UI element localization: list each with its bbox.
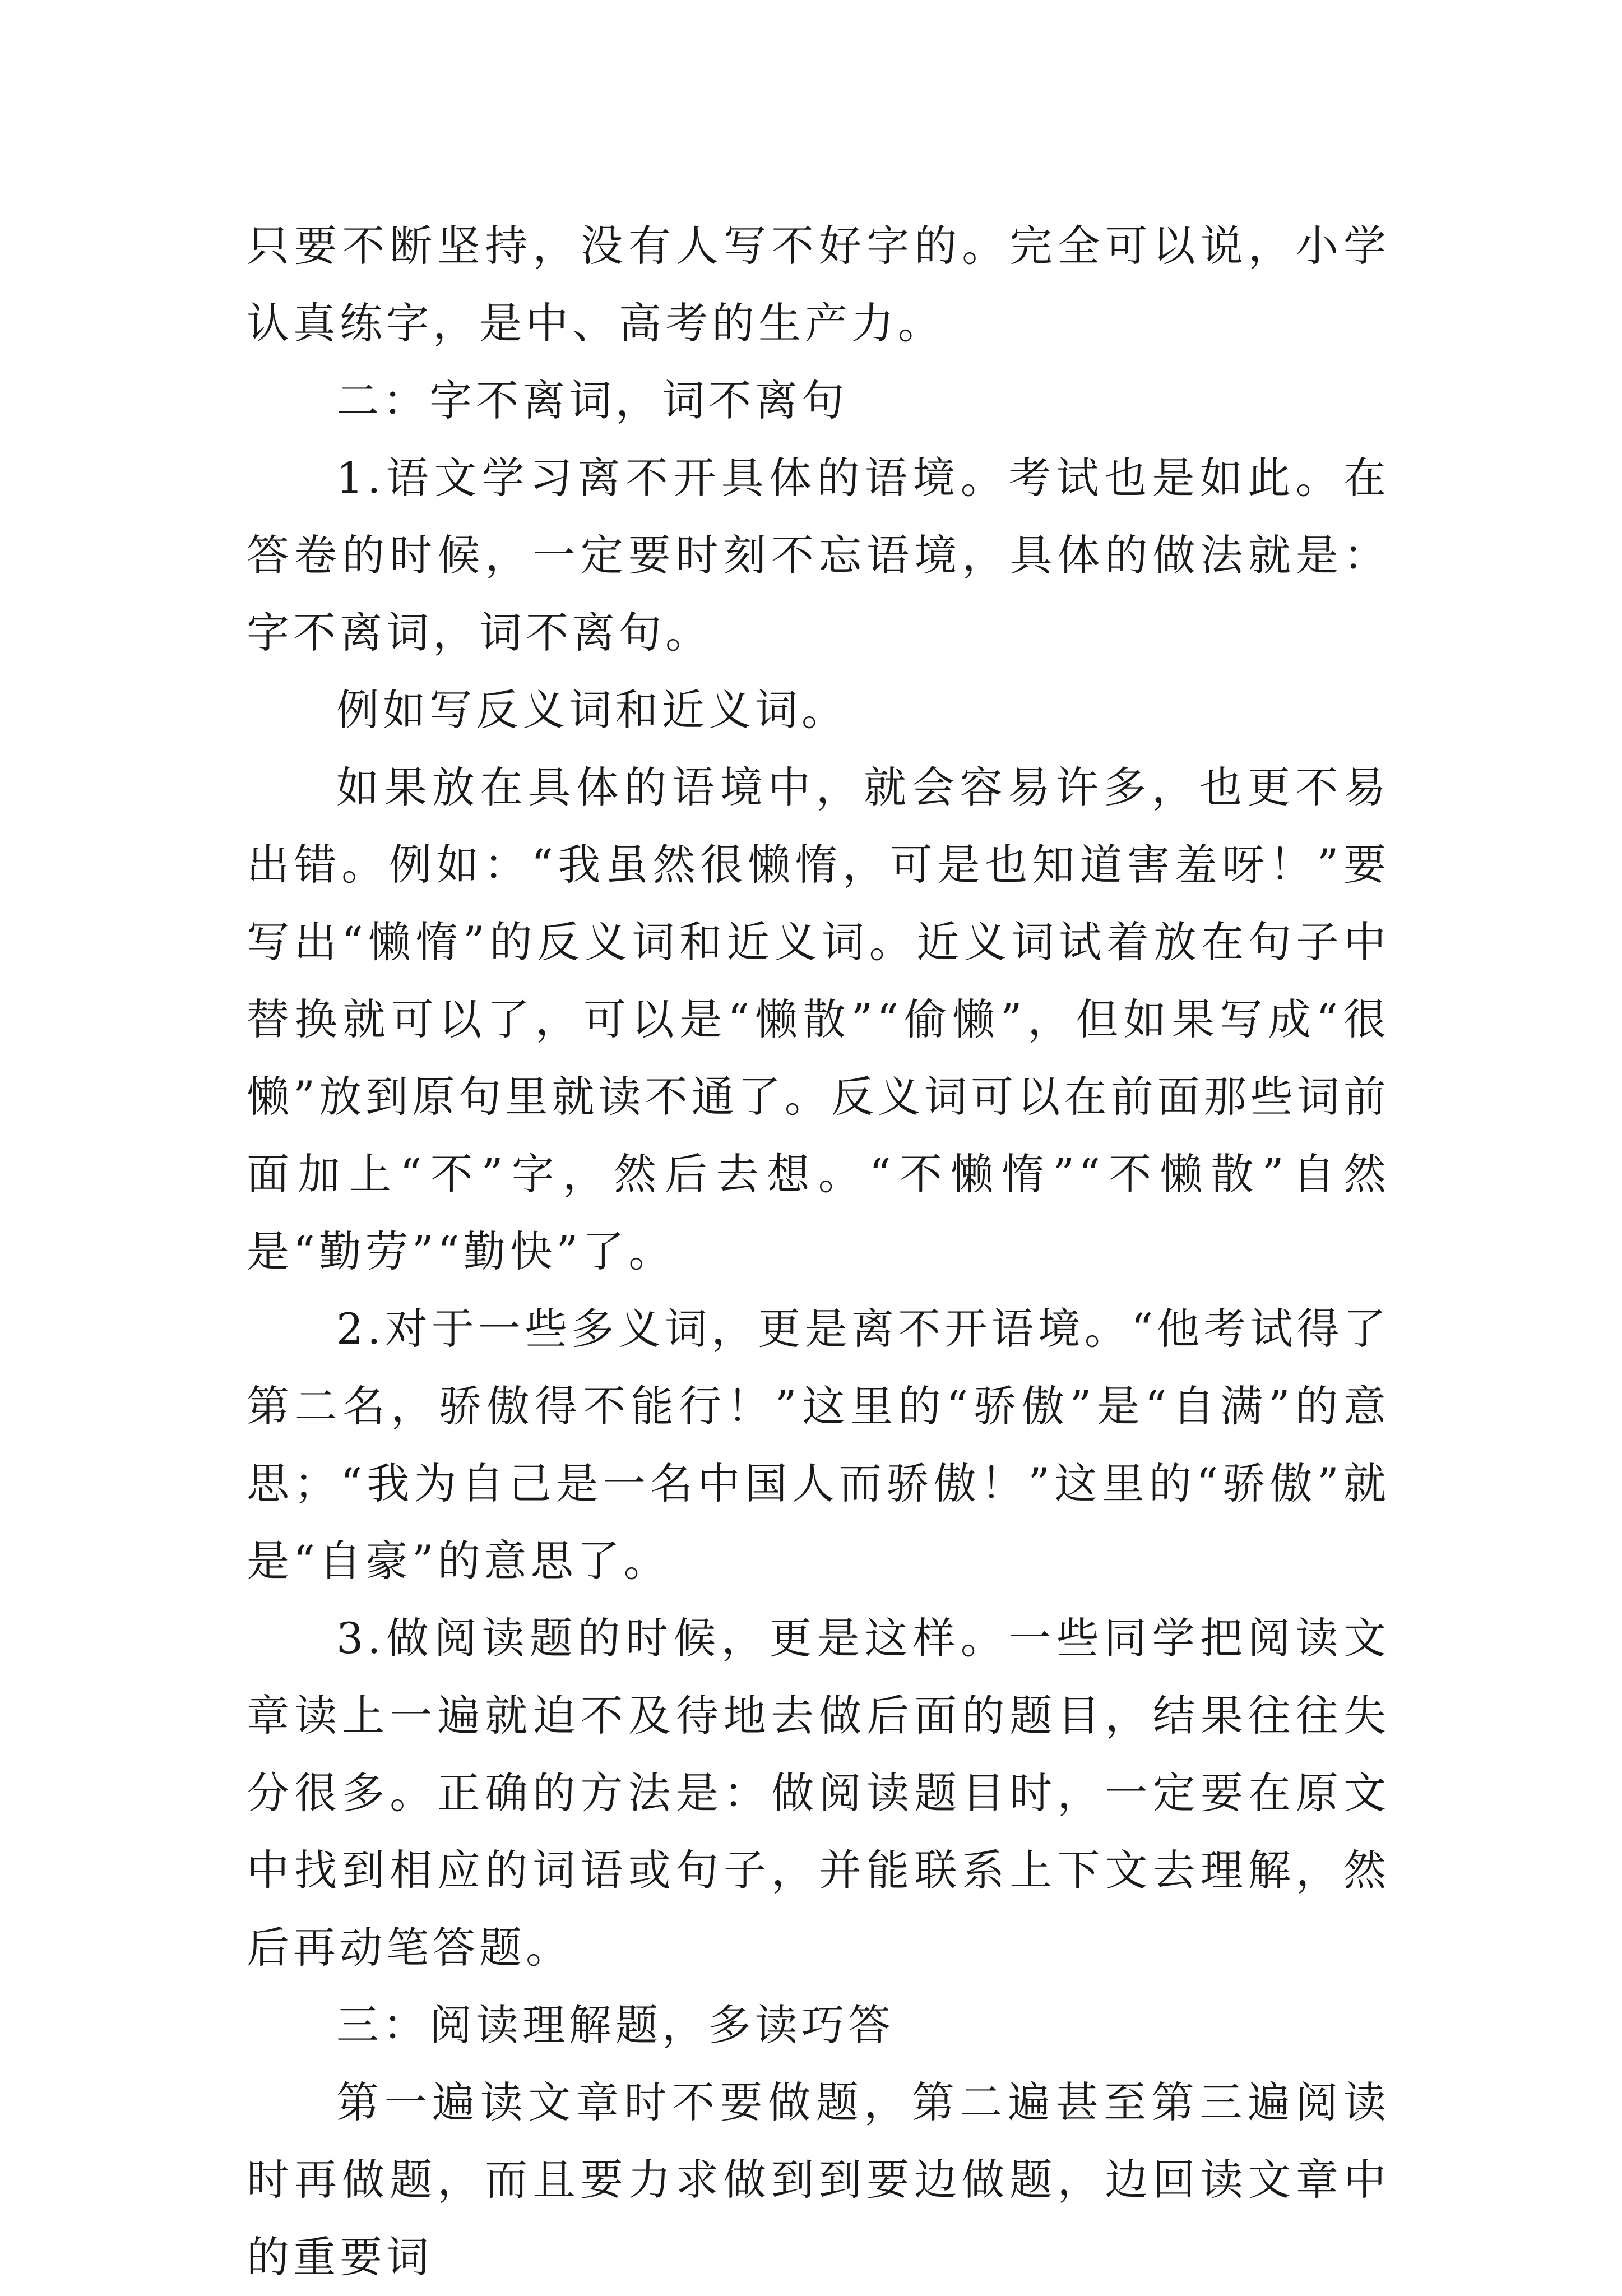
paragraph-continued: 只要不断坚持，没有人写不好字的。完全可以说，小学认真练字，是中、高考的生产力。 [247,221,1390,348]
section-heading-two: 二：字不离词，词不离句 [336,376,848,425]
paragraph-example-intro: 例如写反义词和近义词。 [336,685,848,735]
document-body [247,207,1390,2296]
paragraph-point-1: 1.语文学习离不开具体的语境。考试也是如此。在答卷的时候，一定要时刻不忘语境，具体的做法就是：字不离词，词不离句。 [247,453,1390,658]
paragraph-point-2: 2.对于一些多义词，更是离不开语境。“他考试得了第二名，骄傲得不能行！”这里的“骄傲”是“自满”的意思；“我为自己是一名中国人而骄傲！”这里的“骄傲”就是“自豪”的意思了。 [247,1304,1390,1586]
paragraph-point-3: 3.做阅读题的时候，更是这样。一些同学把阅读文章读上一遍就迫不及待地去做后面的题目，结果往往失分很多。正确的方法是：做阅读题目时，一定要在原文中找到相应的词语或句子，并能联系上下文去理解，然后再动笔答题。 [247,1613,1390,1973]
paragraph-reading-advice: 第一遍读文章时不要做题，第二遍甚至第三遍阅读时再做题，而且要力求做到到要边做题，边回读文章中的重要词 [247,2077,1390,2282]
section-heading-three: 三：阅读理解题，多读巧答 [336,2000,895,2050]
paragraph-example-detail: 如果放在具体的语境中，就会容易许多，也更不易出错。例如：“我虽然很懒惰，可是也知道害羞呀！”要写出“懒惰”的反义词和近义词。近义词试着放在句子中替换就可以了，可以是“懒散”“偷懒”，但如果写成“很懒”放到原句里就读不通了。反义词可以在前面那些词前面加上“不”字，然后去想。“不懒惰”“不懒散”自然是“勤劳”“勤快”了。 [247,762,1390,1276]
